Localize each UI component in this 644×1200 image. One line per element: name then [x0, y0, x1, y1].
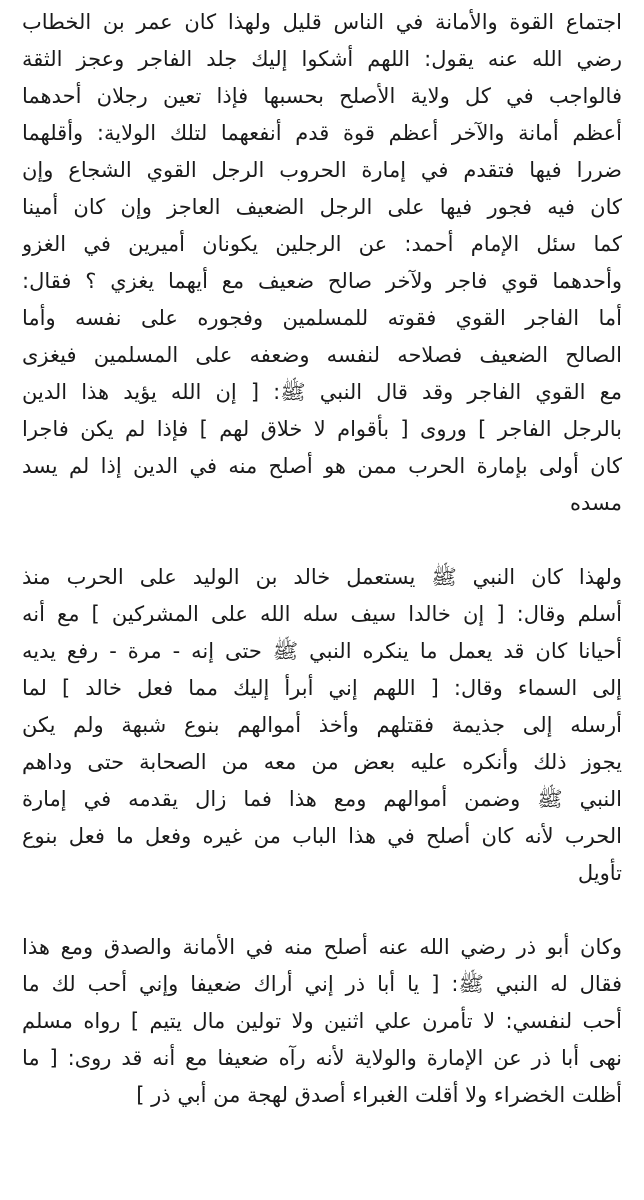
paragraph-khalid-ibn-al-walid: [22, 559, 622, 892]
text-line: رضي الله عنه يقول: اللهم أشكوا إليك جلد الفاجر وعجز الثقة: [22, 47, 622, 71]
text-line: ولهذا كان النبي ﷺ يستعمل خالد بن الوليد على الحرب منذ: [22, 565, 622, 589]
text-line: النبي ﷺ وضمن أموالهم ومع هذا فما زال يقدمه في إمارة: [22, 787, 622, 811]
text-line: وكان أبو ذر رضي الله عنه أصلح منه في الأمانة والصدق ومع هذا: [22, 935, 622, 959]
text-line: أسلم وقال: [ إن خالدا سيف سله الله على المشركين ] مع أنه: [22, 602, 622, 626]
paragraph-abu-dharr: [22, 929, 622, 1114]
text-line: اجتماع القوة والأمانة في الناس قليل ولهذا كان عمر بن الخطاب: [22, 10, 622, 34]
text-line: فقال له النبي ﷺ: [ يا أبا ذر إني أراك ضعيفا وإني أحب لك ما: [22, 972, 622, 996]
text-line: ضررا فيها فتقدم في إمارة الحروب الرجل القوي الشجاع وإن: [22, 158, 622, 182]
paragraph-gap: [22, 522, 622, 559]
text-line: يجوز ذلك وأنكره عليه بعض من معه من الصحابة حتى وداهم: [22, 750, 622, 774]
text-line: كما سئل الإمام أحمد: عن الرجلين يكونان أميرين في الغزو: [22, 232, 622, 256]
text-line: كان أولى بإمارة الحرب ممن هو أصلح منه في الدين إذا لم يسد: [22, 454, 622, 478]
text-line: أظلت الخضراء ولا أقلت الغبراء أصدق لهجة من أبي ذر ]: [136, 1083, 622, 1107]
text-line: الصالح الضعيف فصلاحه لنفسه وضعفه على المسلمين فيغزى: [22, 343, 622, 367]
text-line: مع القوي الفاجر وقد قال النبي ﷺ: [ إن الله يؤيد هذا الدين: [22, 380, 622, 404]
paragraph-strength-and-trust: [22, 4, 622, 522]
text-line: إلى السماء وقال: [ اللهم إني أبرأ إليك مما فعل خالد ] لما: [22, 676, 622, 700]
text-line: بالرجل الفاجر ] وروى [ بأقوام لا خلاق لهم ] فإذا لم يكن فاجرا: [22, 417, 622, 441]
text-line: وأحدهما قوي فاجر ولآخر صالح ضعيف مع أيهما يغزي ؟ فقال:: [22, 269, 622, 293]
text-line: أما الفاجر القوي فقوته للمسلمين وفجوره على نفسه وأما: [22, 306, 622, 330]
text-line: الحرب لأنه كان أصلح في هذا الباب من غيره وفعل ما فعل بنوع: [22, 824, 622, 848]
text-line: أرسله إلى جذيمة فقتلهم وأخذ أموالهم بنوع شبهة ولم يكن: [22, 713, 622, 737]
text-line: كان فيه فجور فيها على الرجل الضعيف العاجز وإن كان أمينا: [22, 195, 622, 219]
text-line: فالواجب في كل ولاية الأصلح بحسبها فإذا تعين رجلان أحدهما: [22, 84, 622, 108]
text-line: أحيانا كان قد يعمل ما ينكره النبي ﷺ حتى إنه - مرة - رفع يديه: [22, 639, 622, 663]
text-line: أعظم أمانة والآخر أعظم قوة قدم أنفعهما لتلك الولاية: وأقلهما: [22, 121, 622, 145]
paragraph-gap: [22, 892, 622, 929]
text-line: أحب لنفسي: لا تأمرن علي اثنين ولا تولين مال يتيم ] رواه مسلم: [22, 1009, 622, 1033]
text-line: تأويل: [577, 861, 622, 885]
text-line: نهى أبا ذر عن الإمارة والولاية لأنه رآه ضعيفا مع أنه قد روى: [ ما: [22, 1046, 622, 1070]
text-line: مسده: [569, 491, 622, 515]
